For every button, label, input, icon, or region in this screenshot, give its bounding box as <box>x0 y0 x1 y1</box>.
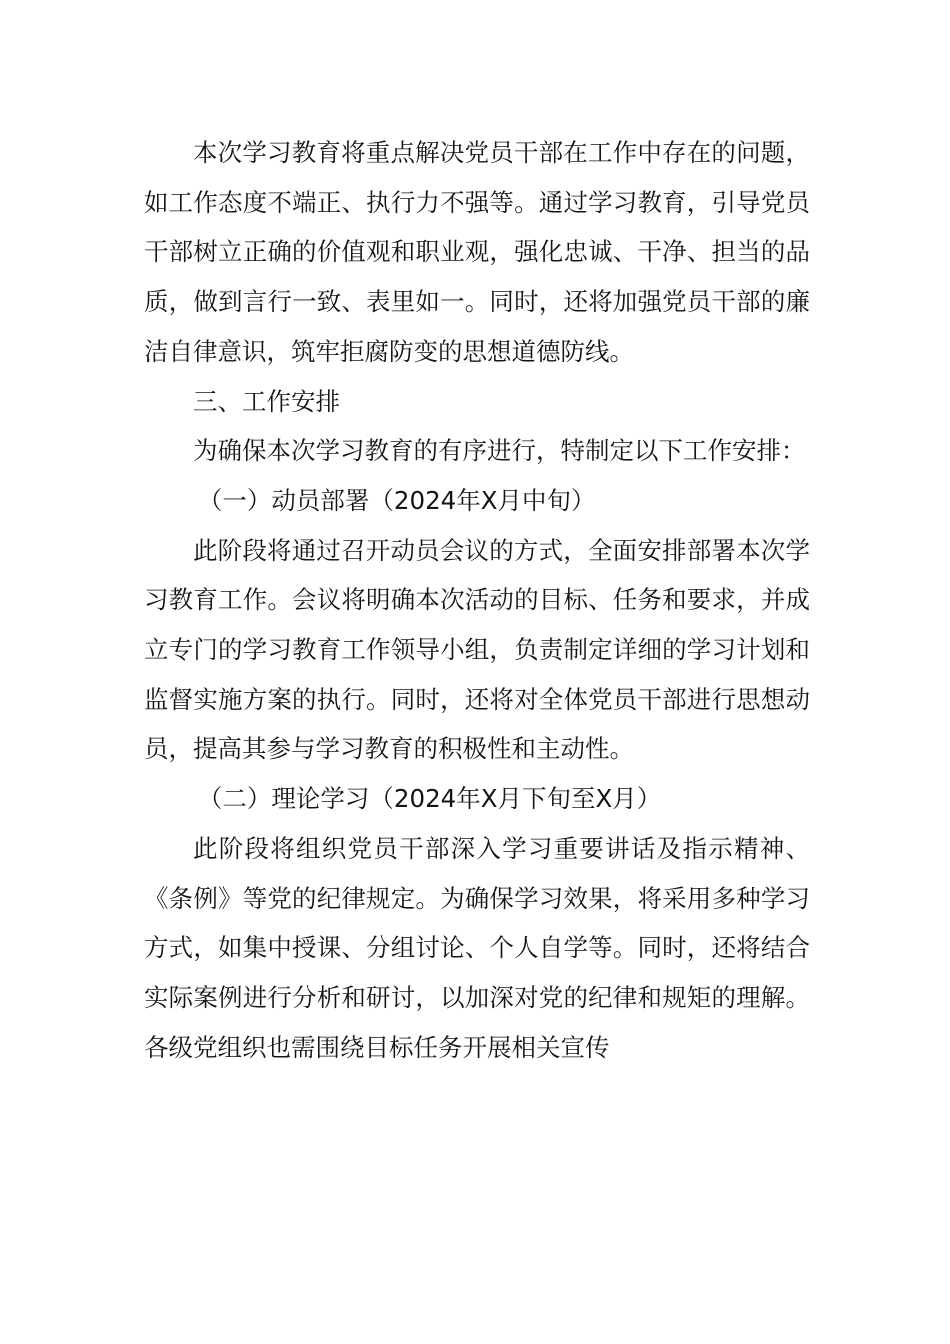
paragraph-problems: 本次学习教育将重点解决党员干部在工作中存在的问题，如工作态度不端正、执行力不强等。通过学习教育，引导党员干部树立正确的价值观和职业观，强化忠诚、干净、担当的品质，做到言行一致、表里如一。同时，还将加强党员干部的廉洁自律意识，筑牢拒腐防变的思想道德防线。 <box>144 138 810 366</box>
subheading-mobilization: （一）动员部署（2024年X月中旬） <box>197 485 596 515</box>
section-heading-work-arrangement: 三、工作安排 <box>193 386 340 416</box>
document-body <box>144 128 810 1072</box>
subheading-theory-study: （二）理论学习（2024年X月下旬至X月） <box>197 784 662 814</box>
paragraph-mobilization: 此阶段将通过召开动员会议的方式，全面安排部署本次学习教育工作。会议将明确本次活动的目标、任务和要求，并成立专门的学习教育工作领导小组，负责制定详细的学习计划和监督实施方案的执行。同时，还将对全体党员干部进行思想动员，提高其参与学习教育的积极性和主动性。 <box>144 535 810 764</box>
paragraph-arrangement-intro: 为确保本次学习教育的有序进行，特制定以下工作安排： <box>193 436 806 466</box>
paragraph-theory-study: 此阶段将组织党员干部深入学习重要讲话及指示精神、《条例》等党的纪律规定。为确保学习效果，将采用多种学习方式，如集中授课、分组讨论、个人自学等。同时，还将结合实际案例进行分析和研讨，以加深对党的纪律和规矩的理解。各级党组织也需围绕目标任务开展相关宣传 <box>144 833 810 1062</box>
